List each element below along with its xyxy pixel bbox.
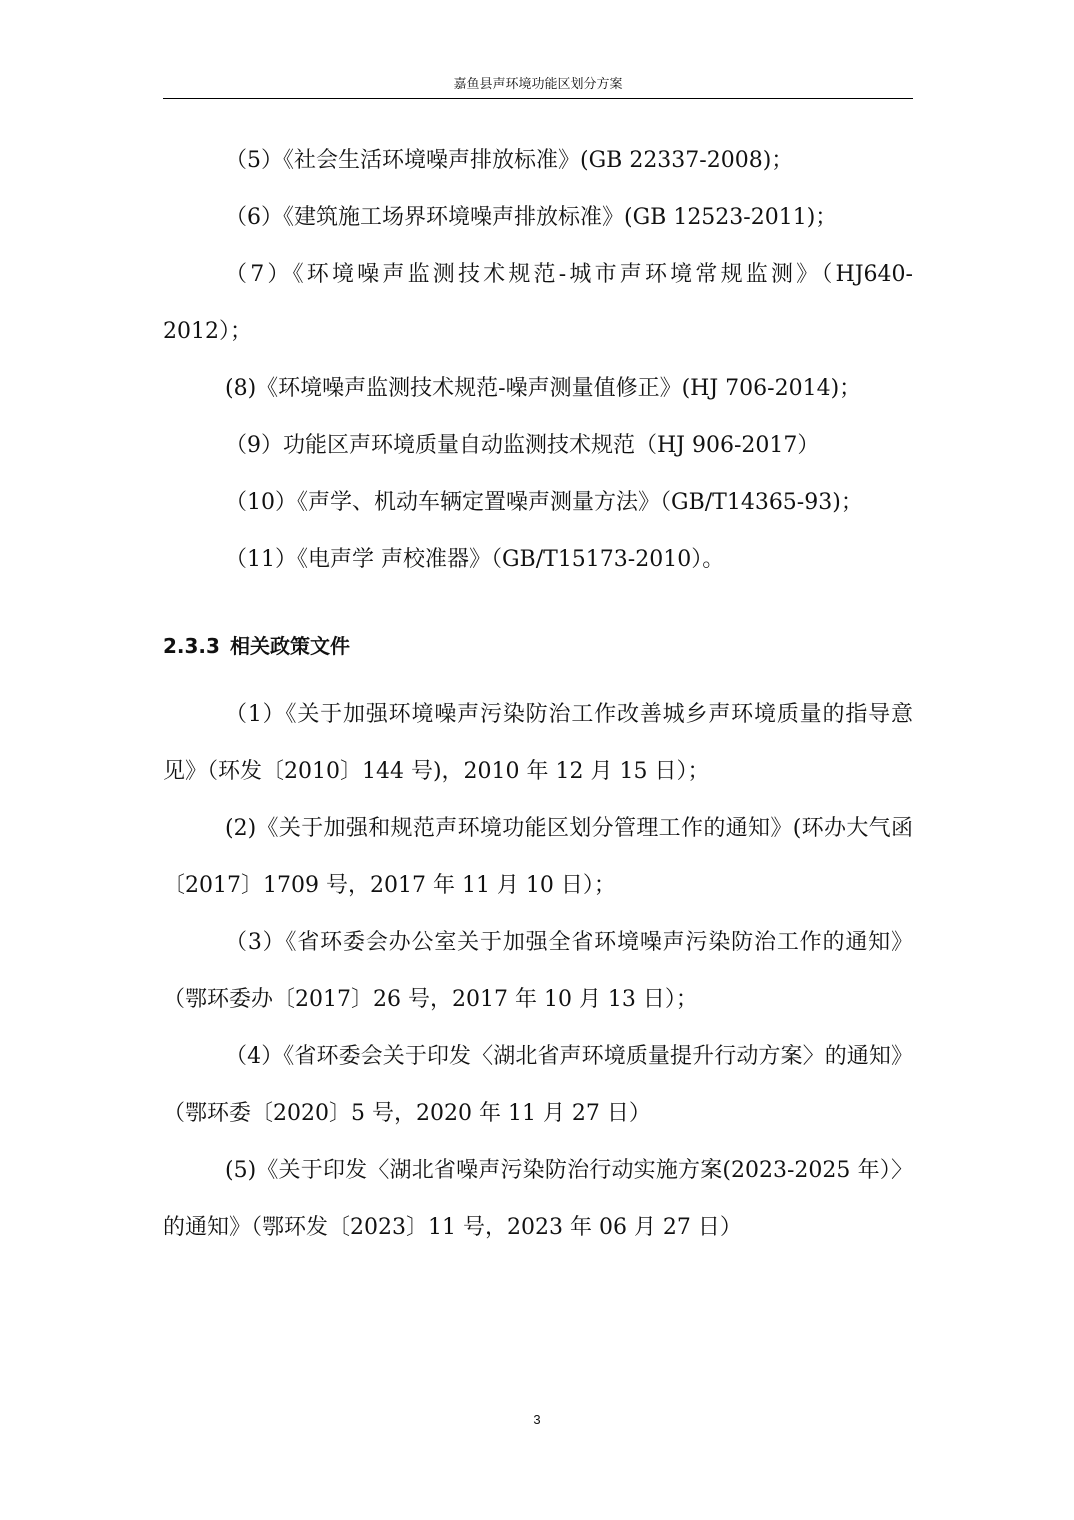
policy-item: （4）《省环委会关于印发〈湖北省声环境质量提升行动方案〉的通知》（鄂环委〔2020〕5 号，2020 年 11 月 27 日） (163, 1044, 913, 1126)
header-title: 嘉鱼县声环境功能区划分方案 (453, 77, 623, 92)
section-title: 相关政策文件 (229, 634, 350, 658)
section-number: 2.3.3 (163, 634, 220, 658)
standard-item: （6）《建筑施工场界环境噪声排放标准》(GB 12523-2011)； (225, 205, 838, 230)
standard-item: （7）《环境噪声监测技术规范-城市声环境常规监测》（HJ640-2012）； (163, 262, 913, 344)
policy-item: (5)《关于印发〈湖北省噪声污染防治行动实施方案(2023-2025 年）〉的通知》（鄂环发〔2023〕11 号，2023 年 06 月 27 日） (163, 1158, 913, 1240)
policy-item: （1）《关于加强环境噪声污染防治工作改善城乡声环境质量的指导意见》（环发〔2010〕144 号)，2010 年 12 月 15 日）； (163, 702, 913, 784)
policy-item: （3）《省环委会办公室关于加强全省环境噪声污染防治工作的通知》（鄂环委办〔2017〕26 号，2017 年 10 月 13 日）； (163, 930, 913, 1012)
section-heading (163, 632, 913, 660)
page-number: 3 (533, 1412, 541, 1427)
policy-item: (2)《关于加强和规范声环境功能区划分管理工作的通知》(环办大气函〔2017〕1709 号，2017 年 11 月 10 日）； (163, 816, 913, 898)
standard-item: (8)《环境噪声监测技术规范-噪声测量值修正》(HJ 706-2014)； (225, 376, 862, 401)
standard-item: （5）《社会生活环境噪声排放标准》(GB 22337-2008)； (225, 148, 794, 173)
standard-item: （11）《电声学 声校准器》（GB/T15173-2010）。 (225, 547, 725, 572)
standard-item: （10）《声学、机动车辆定置噪声测量方法》（GB/T14365-93)； (225, 490, 863, 515)
standard-item: （9）功能区声环境质量自动监测技术规范（HJ 906-2017） (225, 433, 820, 458)
page-header (163, 72, 913, 99)
document-body (163, 132, 913, 1256)
policy-list (163, 686, 913, 1256)
